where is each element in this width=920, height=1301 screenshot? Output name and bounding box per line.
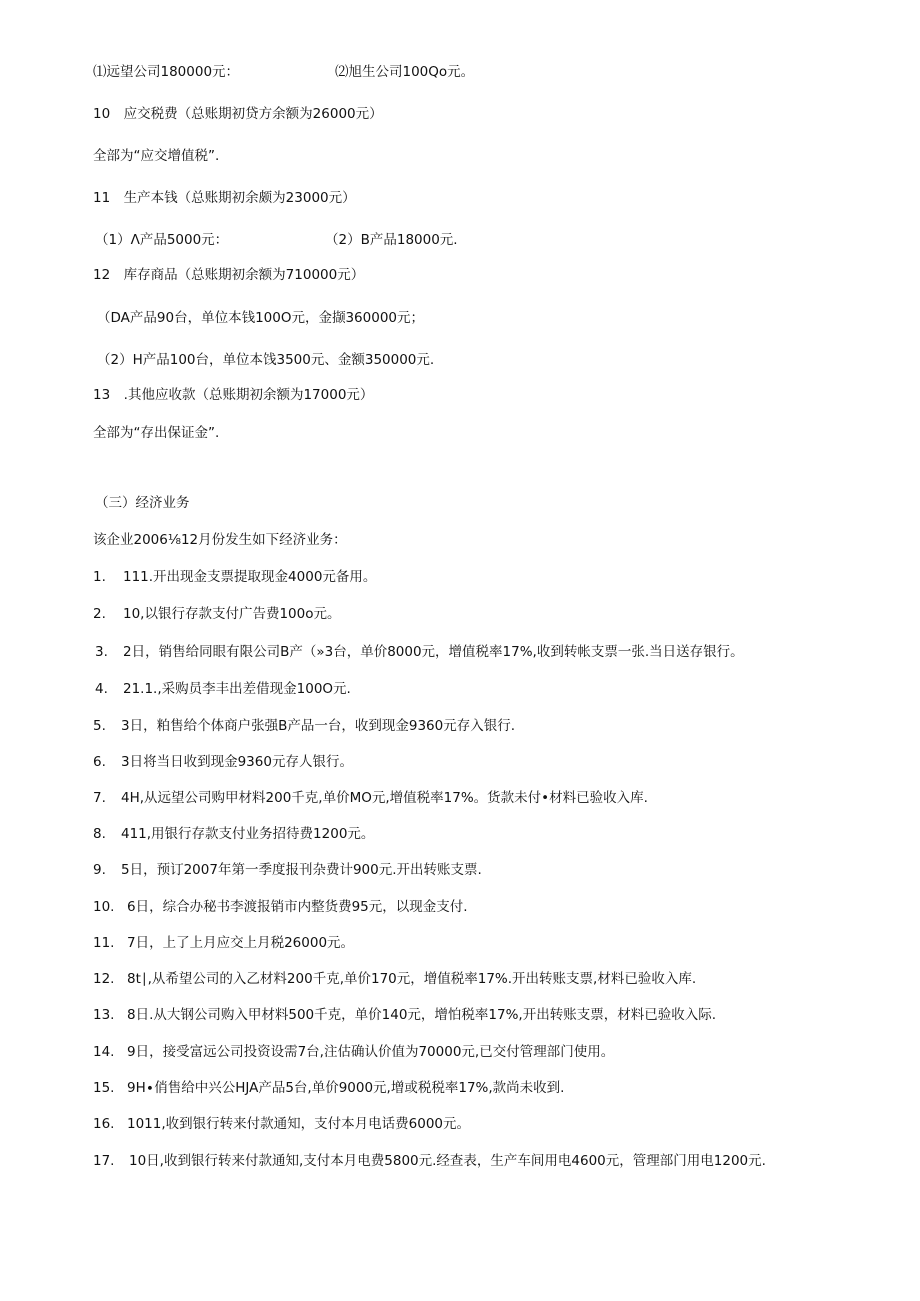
- section-heading: （三）经济业务: [95, 495, 190, 511]
- list-item: 1. 111.开出现金支票提取现金4000元备用。: [93, 569, 377, 585]
- text-line: ⑴远望公司180000元：: [93, 64, 240, 80]
- list-item: 12. 8t∣,从希望公司的入乙材料200千克,单价170元，增值税率17%.开出转账支票,材料已验收入库.: [93, 971, 697, 987]
- list-item: 5. 3日，粕售给个体商户张强B产品一台，收到现金9360元存入银行.: [93, 718, 515, 734]
- text-line: （2）B产品18000元.: [325, 232, 458, 248]
- text-line: 全部为“应交增值税”.: [93, 148, 220, 164]
- text-line: 12 库存商品（总账期初余额为710000元）: [93, 267, 365, 283]
- list-item: 16. 1011,收到银行转来付款通知，支付本月电话费6000元。: [93, 1116, 471, 1132]
- text-line: 11 生产本钱（总账期初余颇为23000元）: [93, 190, 356, 206]
- text-line: 13 .其他应收款（总账期初余额为17000元）: [93, 387, 374, 403]
- list-item: 9. 5日，预订2007年第一季度报刊杂费计900元.开出转账支票.: [93, 862, 482, 878]
- list-item: 13. 8日.从大钢公司购入甲材料500千克，单价140元，增怕税率17%,开出转账支票，材料已验收入际.: [93, 1007, 717, 1023]
- list-item: 4. 21.1.,采购员李丰出差借现金100O元.: [95, 681, 351, 697]
- list-item: 8. 411,用银行存款支付业务招待费1200元。: [93, 826, 375, 842]
- text-line: 10 应交税费（总账期初贷方余额为26000元）: [93, 106, 383, 122]
- list-item: 10. 6日，综合办秘书李渡报销市内整货费95元，以现金支付.: [93, 899, 468, 915]
- text-line: （1）Λ产品5000元：: [95, 232, 229, 248]
- text-line: （2）H产品100台，单位本饯3500元、金额350000元.: [97, 352, 435, 368]
- list-item: 11. 7日，上了上月应交上月税26000元。: [93, 935, 355, 951]
- list-item: 17. 10日,收到银行转来付款通知,支付本月电费5800元.经查表，生产车间用电4600元，管理部门用电1200元.: [93, 1153, 766, 1169]
- list-item: 14. 9日，接受富远公司投资设需7台,注估确认价值为70000元,已交付管理部门使用。: [93, 1044, 615, 1060]
- text-line: （DA产品90台，单位本钱100O元，金撷360000元；: [97, 310, 424, 326]
- list-item: 15. 9H∙俏售给中兴公HJA产品5台,单价9000元,增或税税率17%,款尚未收到.: [93, 1080, 565, 1096]
- text-line: 全部为“存出保证金”.: [93, 425, 220, 441]
- list-item: 3. 2日，销售给同眼有限公司B产（»3台，单价8000元，增值税率17%,收到转帐支票一张.当日送存银行。: [95, 644, 744, 660]
- text-line: ⑵旭生公司100Qo元。: [335, 64, 475, 80]
- list-item: 7. 4H,从远望公司购甲材料200千克,单价MO元,增值税率17%。货款未付•材料已验收入库.: [93, 790, 648, 806]
- list-item: 2. 10,以银行存款支付广告费100o元。: [93, 606, 341, 622]
- section-intro: 该企业2006⅛12月份发生如下经济业务：: [93, 532, 347, 548]
- list-item: 6. 3日将当日收到现金9360元存人银行。: [93, 754, 353, 770]
